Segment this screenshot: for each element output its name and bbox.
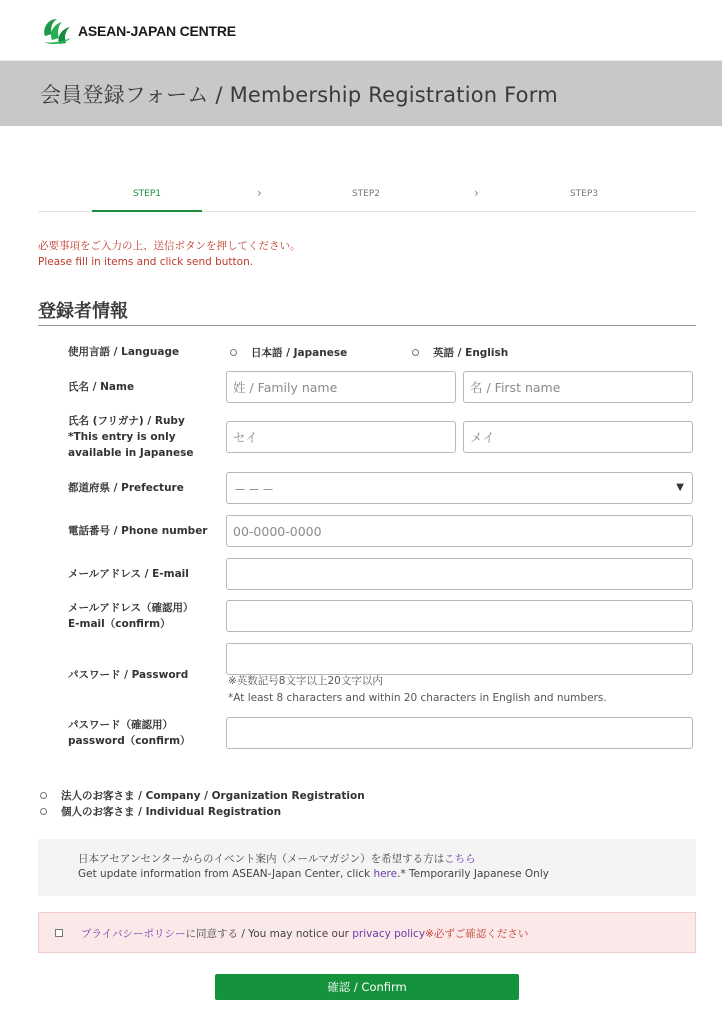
step-2: STEP2 xyxy=(351,189,381,199)
first-name-input[interactable] xyxy=(463,371,693,403)
ruby-label-line3: available in Japanese xyxy=(68,447,194,459)
ruby-label xyxy=(68,413,193,461)
language-radio-english[interactable] xyxy=(412,345,508,360)
email-confirm-input[interactable] xyxy=(226,600,693,632)
newsletter-info-box xyxy=(38,839,696,896)
privacy-checkbox[interactable] xyxy=(55,929,63,937)
password-label: パスワード / Password xyxy=(68,669,189,681)
ruby-first-input[interactable] xyxy=(463,421,693,453)
newsletter-text-en-suffix: .* Temporarily Japanese Only xyxy=(397,868,549,880)
notice-en: Please fill in items and click send button. xyxy=(38,256,254,268)
newsletter-link-ja[interactable]: こちら xyxy=(444,853,476,865)
registration-option-individual: 個人のお客さま / Individual Registration xyxy=(61,806,282,818)
language-option-japanese: 日本語 / Japanese xyxy=(251,347,348,359)
password-input[interactable] xyxy=(226,643,693,675)
radio-icon[interactable] xyxy=(230,349,237,356)
chevron-right-icon: › xyxy=(257,186,262,200)
privacy-text xyxy=(81,926,528,941)
step-3: STEP3 xyxy=(569,189,599,199)
registration-option-company: 法人のお客さま / Company / Organization Registration xyxy=(61,790,365,802)
page-title: 会員登録フォーム / Membership Registration Form xyxy=(40,83,558,107)
prefecture-selected-value: －－－ xyxy=(234,483,277,497)
password-confirm-label xyxy=(68,717,191,749)
password-confirm-label-line2: password（confirm） xyxy=(68,735,191,747)
phone-label: 電話番号 / Phone number xyxy=(68,525,208,537)
notice-ja: 必要事項をご入力の上、送信ボタンを押してください。 xyxy=(38,240,301,252)
privacy-text-mid: に同意する / You may notice our xyxy=(185,928,353,940)
newsletter-link-en[interactable]: here xyxy=(373,868,398,880)
radio-icon[interactable] xyxy=(412,349,419,356)
newsletter-text-ja: 日本アセアンセンターからのイベント案内（メールマガジン）を希望する方は xyxy=(78,853,445,865)
ruby-label-line1: 氏名 (フリガナ) / Ruby xyxy=(68,415,185,427)
step-1: STEP1 xyxy=(92,178,202,212)
ruby-family-input[interactable] xyxy=(226,421,456,453)
newsletter-text-en-prefix: Get update information from ASEAN-Japan Center, click xyxy=(78,868,374,880)
email-input[interactable] xyxy=(226,558,693,590)
language-radio-japanese[interactable] xyxy=(230,345,347,360)
prefecture-label: 都道府県 / Prefecture xyxy=(68,482,184,494)
section-title: 登録者情報 xyxy=(38,301,128,322)
prefecture-select[interactable] xyxy=(226,472,693,504)
logo[interactable] xyxy=(40,16,236,46)
email-confirm-label-line2: E-mail（confirm） xyxy=(68,618,171,630)
email-confirm-label xyxy=(68,600,193,632)
name-label: 氏名 / Name xyxy=(68,381,135,393)
privacy-required-note: ※必ずご確認ください xyxy=(425,928,529,940)
password-confirm-label-line1: パスワード（確認用） xyxy=(68,719,173,731)
registration-radio-company[interactable] xyxy=(40,788,365,803)
logo-text: ASEAN-JAPAN CENTRE xyxy=(78,23,236,39)
chevron-right-icon: › xyxy=(474,186,479,200)
email-confirm-label-line1: メールアドレス（確認用） xyxy=(68,602,194,614)
newsletter-line-ja xyxy=(78,851,476,866)
privacy-consent-box xyxy=(38,912,696,953)
password-hint-en: *At least 8 characters and within 20 characters in English and numbers. xyxy=(228,692,607,704)
family-name-input[interactable] xyxy=(226,371,456,403)
radio-icon[interactable] xyxy=(40,808,47,815)
language-label: 使用言語 / Language xyxy=(68,346,180,358)
newsletter-line-en xyxy=(78,868,549,880)
confirm-button[interactable]: 確認 / Confirm xyxy=(215,974,519,1000)
password-hint-ja: ※英数記号8文字以上20文字以内 xyxy=(228,675,383,687)
password-confirm-input[interactable] xyxy=(226,717,693,749)
section-divider xyxy=(38,325,696,326)
required-notice xyxy=(38,238,301,270)
language-option-english: 英語 / English xyxy=(433,347,509,359)
privacy-policy-link-en[interactable]: privacy policy xyxy=(352,928,426,940)
site-header xyxy=(0,0,722,61)
dropdown-arrow-icon: ▼ xyxy=(676,482,684,493)
ruby-label-line2: *This entry is only xyxy=(68,431,176,443)
radio-icon[interactable] xyxy=(40,792,47,799)
registration-radio-individual[interactable] xyxy=(40,804,281,819)
asean-japan-logo-icon xyxy=(40,16,74,46)
email-label: メールアドレス / E-mail xyxy=(68,568,189,580)
step-indicator xyxy=(38,178,696,212)
privacy-policy-link-ja[interactable]: プライバシーポリシー xyxy=(81,928,186,940)
phone-input[interactable] xyxy=(226,515,693,547)
